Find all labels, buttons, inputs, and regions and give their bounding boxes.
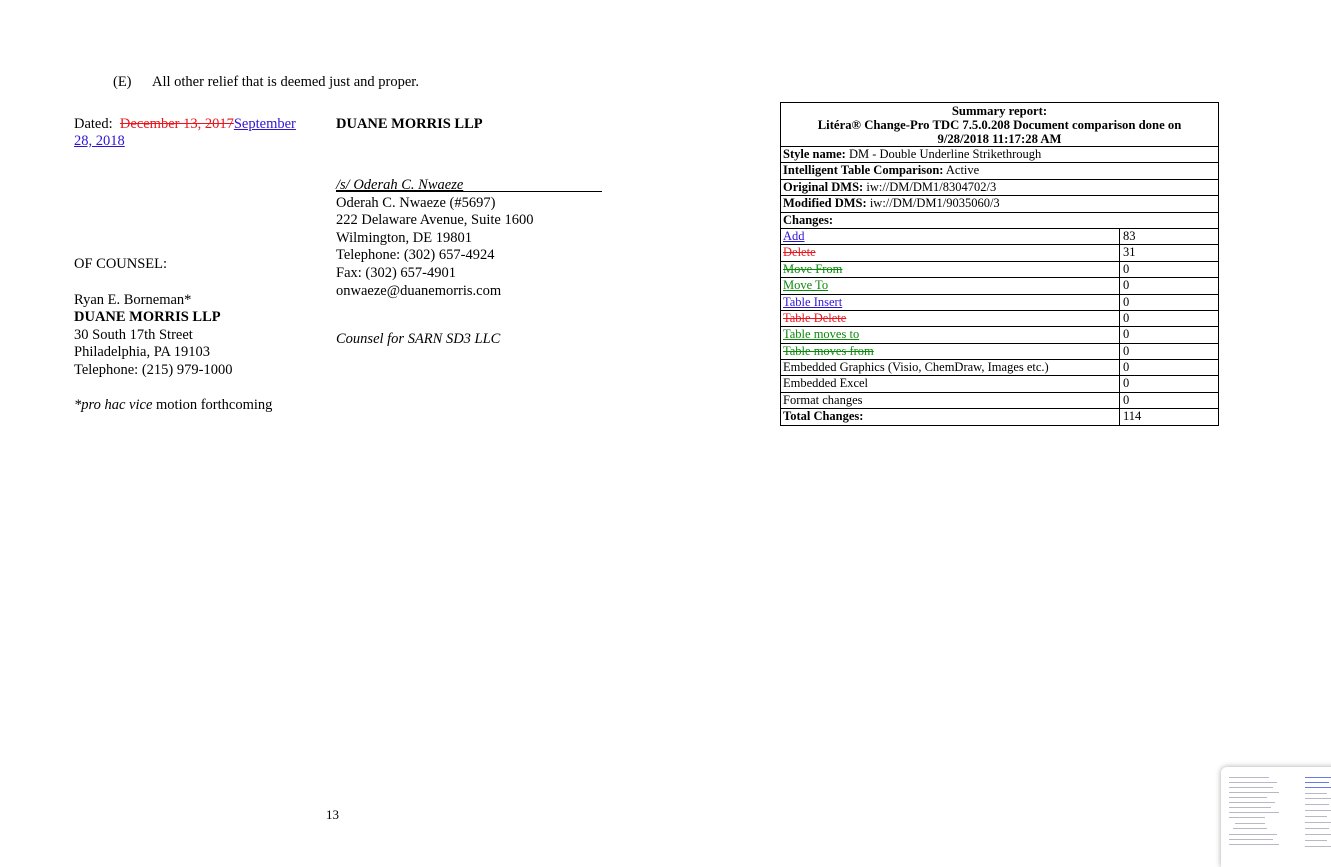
itc-row bbox=[781, 163, 1218, 179]
change-table-moves-from-count: 0 bbox=[1123, 343, 1130, 358]
pro-hac-vice-note bbox=[74, 397, 272, 414]
summary-report-table bbox=[780, 102, 1219, 426]
page-number: 13 bbox=[326, 807, 339, 822]
change-format-count: 0 bbox=[1123, 392, 1130, 407]
table-row bbox=[781, 295, 1218, 311]
sig-line-fax: Fax: (302) 657-4901 bbox=[336, 265, 457, 281]
sig-line-email: onwaeze@duanemorris.com bbox=[336, 283, 502, 299]
dated-line bbox=[74, 116, 296, 133]
pro-hac-vice-rest: motion forthcoming bbox=[152, 397, 273, 413]
change-delete-label: Delete bbox=[781, 245, 1120, 260]
style-name-value: DM - Double Underline Strikethrough bbox=[845, 147, 1042, 161]
sig-line-city: Wilmington, DE 19801 bbox=[336, 230, 472, 246]
change-table-insert-label: Table Insert bbox=[781, 295, 1120, 310]
page-thumbnail[interactable] bbox=[1221, 767, 1331, 867]
style-name-row bbox=[781, 147, 1218, 163]
total-changes-count: 114 bbox=[1123, 409, 1142, 424]
report-title: Summary report: bbox=[951, 104, 1048, 118]
report-datetime: 9/28/2018 11:17:28 AM bbox=[937, 132, 1062, 146]
original-dms-value: iw://DM/DM1/8304702/3 bbox=[863, 179, 997, 194]
modified-dms-row bbox=[781, 196, 1218, 212]
change-move-from-count: 0 bbox=[1123, 261, 1130, 276]
table-row bbox=[781, 262, 1218, 278]
of-counsel-firm: DUANE MORRIS LLP bbox=[74, 309, 221, 325]
change-table-delete-label: Table Delete bbox=[781, 311, 1120, 326]
table-row bbox=[781, 327, 1218, 343]
dated-label: Dated: bbox=[74, 116, 113, 132]
table-row bbox=[781, 278, 1218, 294]
inserted-date-part2: 28, 2018 bbox=[74, 133, 125, 149]
changes-header: Changes: bbox=[781, 213, 1218, 229]
total-changes-label: Total Changes: bbox=[781, 409, 1120, 424]
modified-dms-value: iw://DM/DM1/9035060/3 bbox=[866, 196, 1000, 211]
table-row bbox=[781, 229, 1218, 245]
deleted-date: December 13, 2017 bbox=[119, 116, 234, 132]
change-embedded-excel-label: Embedded Excel bbox=[781, 376, 1120, 391]
signature-line bbox=[336, 191, 602, 192]
table-row bbox=[781, 360, 1218, 376]
modified-dms-label: Modified DMS: bbox=[783, 196, 867, 211]
relief-item-text: All other relief that is deemed just and proper. bbox=[152, 74, 419, 90]
change-embedded-excel-count: 0 bbox=[1123, 376, 1130, 391]
sig-line-name: Oderah C. Nwaeze (#5697) bbox=[336, 195, 496, 211]
style-name-label: Style name: bbox=[783, 147, 846, 161]
itc-value: Active bbox=[943, 163, 980, 178]
table-row bbox=[781, 344, 1218, 360]
original-dms-row bbox=[781, 180, 1218, 196]
change-delete-count: 31 bbox=[1123, 245, 1136, 260]
inserted-date-part1: September bbox=[233, 116, 296, 132]
table-row bbox=[781, 311, 1218, 327]
change-table-insert-count: 0 bbox=[1123, 294, 1130, 309]
table-row bbox=[781, 376, 1218, 392]
counsel-for: Counsel for SARN SD3 LLC bbox=[336, 331, 501, 347]
table-row bbox=[781, 409, 1218, 424]
table-row bbox=[781, 245, 1218, 261]
change-embedded-graphics-count: 0 bbox=[1123, 360, 1130, 375]
pro-hac-vice: *pro hac vice bbox=[74, 397, 153, 413]
of-counsel-name: Ryan E. Borneman* bbox=[74, 292, 192, 308]
of-counsel-city: Philadelphia, PA 19103 bbox=[74, 344, 211, 360]
change-add-label: Add bbox=[781, 229, 1120, 244]
change-embedded-graphics-label: Embedded Graphics (Visio, ChemDraw, Images etc.) bbox=[781, 360, 1120, 375]
change-format-label: Format changes bbox=[781, 393, 1120, 408]
change-move-from-label: Move From bbox=[781, 262, 1120, 277]
sig-line-street: 222 Delaware Avenue, Suite 1600 bbox=[336, 212, 534, 228]
firm-header: DUANE MORRIS LLP bbox=[336, 116, 483, 132]
change-move-to-label: Move To bbox=[781, 278, 1120, 293]
original-dms-label: Original DMS: bbox=[783, 179, 864, 194]
relief-item-label: (E) bbox=[113, 74, 132, 90]
report-header bbox=[781, 103, 1218, 147]
change-table-moves-to-count: 0 bbox=[1123, 327, 1130, 342]
change-add-count: 83 bbox=[1123, 228, 1136, 243]
of-counsel-street: 30 South 17th Street bbox=[74, 327, 193, 343]
report-tool: Litéra® Change-Pro TDC 7.5.0.208 Document comparison done on bbox=[817, 118, 1182, 132]
itc-label: Intelligent Table Comparison: bbox=[783, 163, 944, 178]
change-table-moves-to-label: Table moves to bbox=[781, 327, 1120, 342]
of-counsel-phone: Telephone: (215) 979-1000 bbox=[74, 362, 233, 378]
change-table-delete-count: 0 bbox=[1123, 310, 1130, 325]
change-table-moves-from-label: Table moves from bbox=[781, 344, 1120, 359]
table-row bbox=[781, 393, 1218, 409]
sig-line-phone: Telephone: (302) 657-4924 bbox=[336, 247, 495, 263]
change-move-to-count: 0 bbox=[1123, 278, 1130, 293]
of-counsel-heading: OF COUNSEL: bbox=[74, 256, 168, 272]
electronic-signature: /s/ Oderah C. Nwaeze bbox=[336, 177, 464, 193]
